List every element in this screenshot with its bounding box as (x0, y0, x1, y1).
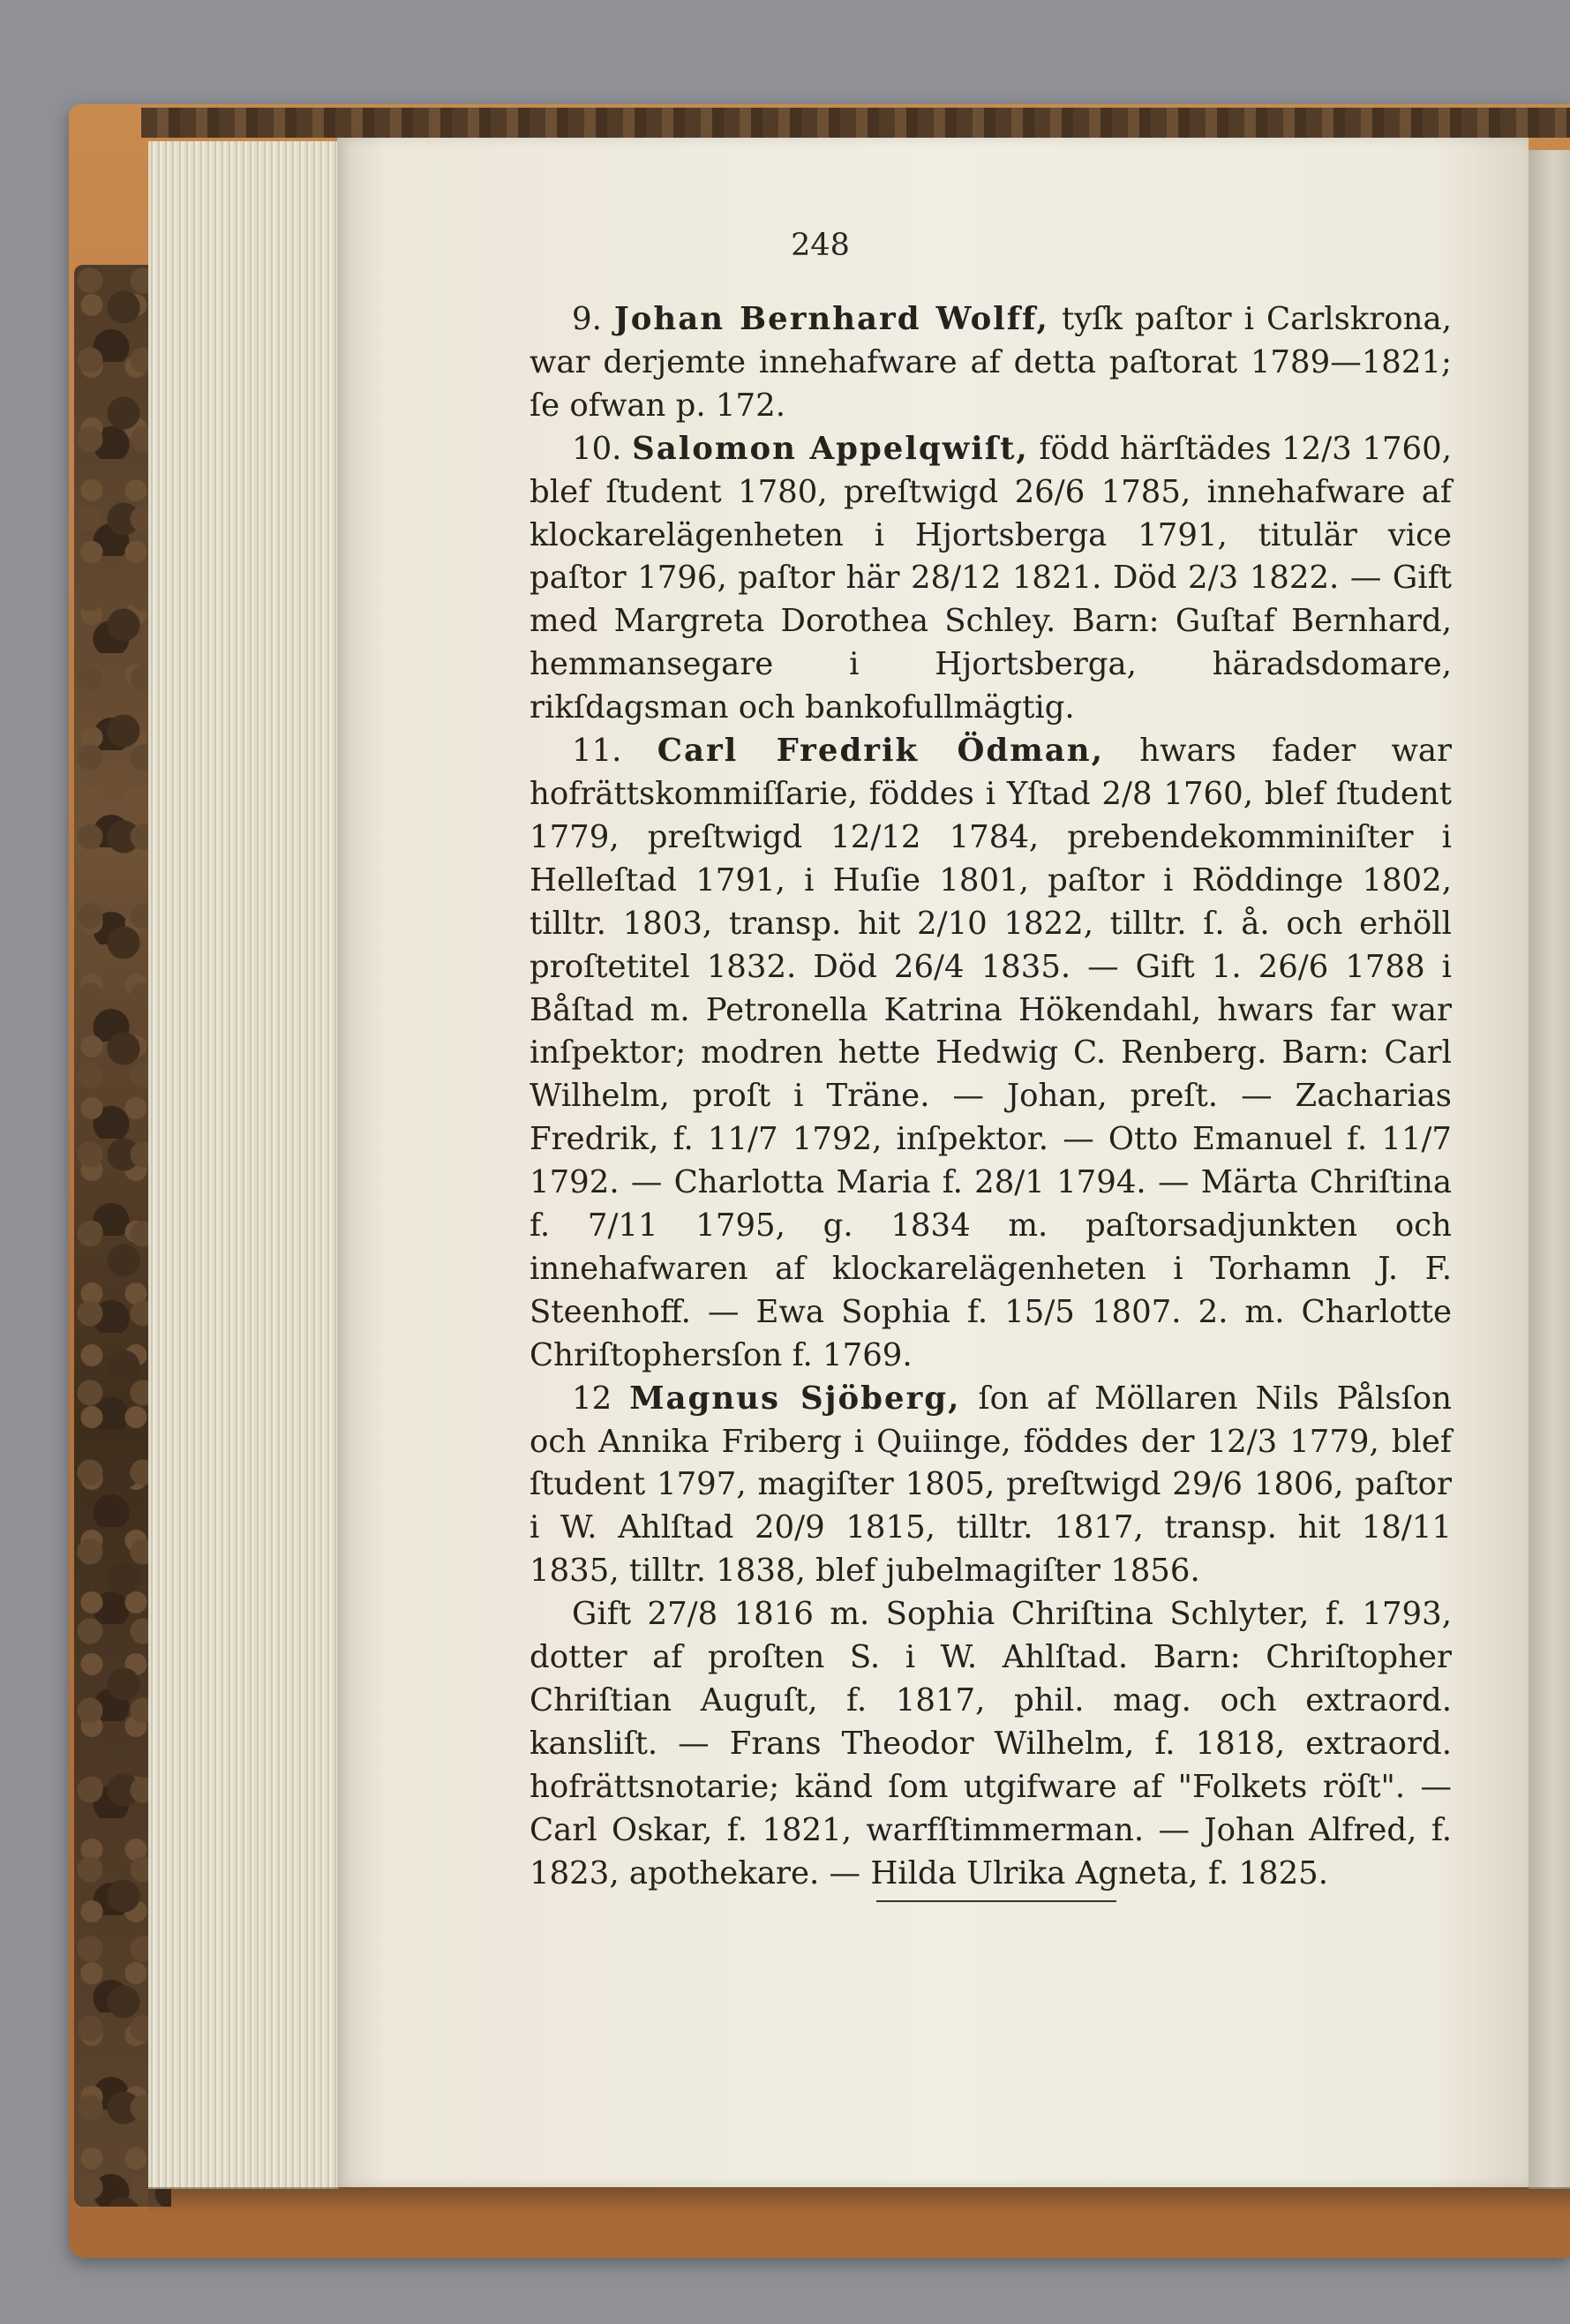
entry-number: 11. (572, 733, 622, 770)
page-stack-edge (148, 141, 339, 2189)
entry-text: tyſk paſtor i Carlskrona, war derjemte innehafware af detta paſtorat 1789—1821; ſe ofwan p. 172. (530, 301, 1452, 424)
entry-paragraph (530, 1378, 1452, 1594)
end-rule (876, 1900, 1116, 1902)
entry-name: Salomon Appelqwiſt, (632, 430, 1029, 467)
page-bottom-shadow (148, 2187, 1570, 2214)
cover-top-band (141, 108, 1570, 138)
entry-paragraph (530, 298, 1452, 428)
entry-text: hwars fader war hofrättskommiſſarie, föddes i Yſtad 2/8 1760, blef ſtudent 1779, preſtwigd 12/12 1784, prebendekomminiſter i Helleſtad 1791, i Huſie 1801, paſtor i Röddinge 1802, tilltr. 1803, transp. hit 2/10 1822, tilltr. ſ. å. och erhöll proſtetitel 1832. Död 26/4 1835. — Gift 1. 26/6 1788 i Båſtad m. Petronella Katrina Hökendahl, hwars far war inſpektor; modren hette Hedwig C. Renberg. Barn: Carl Wilhelm, proſt i Träne. — Johan, preſt. — Zacharias Fredrik, f. 11/7 1792, inſpektor. — Otto Emanuel f. 11/7 1792. — Charlotta Maria f. 28/1 1794. — Märta Chriſtina f. 7/11 1795, g. 1834 m. paſtorsadjunkten och innehafwaren af klockarelägenheten i Torhamn J. F. Steenhoff. — Ewa Sophia f. 15/5 1807. 2. m. Charlotte Chriſtophersſon f. 1769. (530, 733, 1453, 1373)
entry-name: Johan Bernhard Wolff, (613, 301, 1049, 337)
entry-text: ſon af Möllaren Nils Pålsſon och Annika Friberg i Quiinge, föddes der 12/3 1779, blef ſtudent 1797, magiſter 1805, preſtwigd 29/6 1806, paſtor i W. Ahlſtad 20/9 1815, tilltr. 1817, transp. hit 18/11 1835, tilltr. 1838, blef jubelmagiſter 1856. (530, 1380, 1452, 1590)
entry-number: 10. (572, 430, 622, 467)
next-page-edge (1529, 150, 1570, 2189)
page-number: 248 (791, 228, 850, 263)
entry-paragraph (530, 730, 1452, 1378)
entry-number: 9. (572, 301, 602, 337)
entry-name: Carl Fredrik Ödman, (657, 733, 1104, 770)
entry-number: 12 (572, 1380, 612, 1417)
entry-text: Gift 27/8 1816 m. Sophia Chriſtina Schlyter, f. 1793, dotter af proſten S. i W. Ahlſtad. Barn: Chriſtopher Chriſtian Auguſt, f. 1817, phil. mag. och extraord. kansliſt. — Frans Theodor Wilhelm, f. 1818, extraord. hofrättsnotarie; känd ſom utgifware af "Folkets röſt". — Carl Oskar, f. 1821, warfſtimmerman. — Johan Alfred, f. 1823, apothekare. — Hilda Ulrika Agneta, f. 1825. (530, 1596, 1452, 1892)
entry-paragraph (530, 1593, 1452, 1895)
page-text (530, 298, 1452, 1896)
entry-name: Magnus Sjöberg, (629, 1380, 961, 1417)
entry-text: född härſtädes 12/3 1760, blef ſtudent 1780, preſtwigd 26/6 1785, innehafware af klockarelägenheten i Hjortsberga 1791, titulär vice paſtor 1796, paſtor här 28/12 1821. Död 2/3 1822. — Gift med Margreta Dorothea Schley. Barn: Guſtaf Bernhard, hemmansegare i Hjortsberga, häradsdomare, rikſdagsman och bankofullmägtig. (530, 430, 1452, 726)
entry-paragraph (530, 428, 1452, 730)
